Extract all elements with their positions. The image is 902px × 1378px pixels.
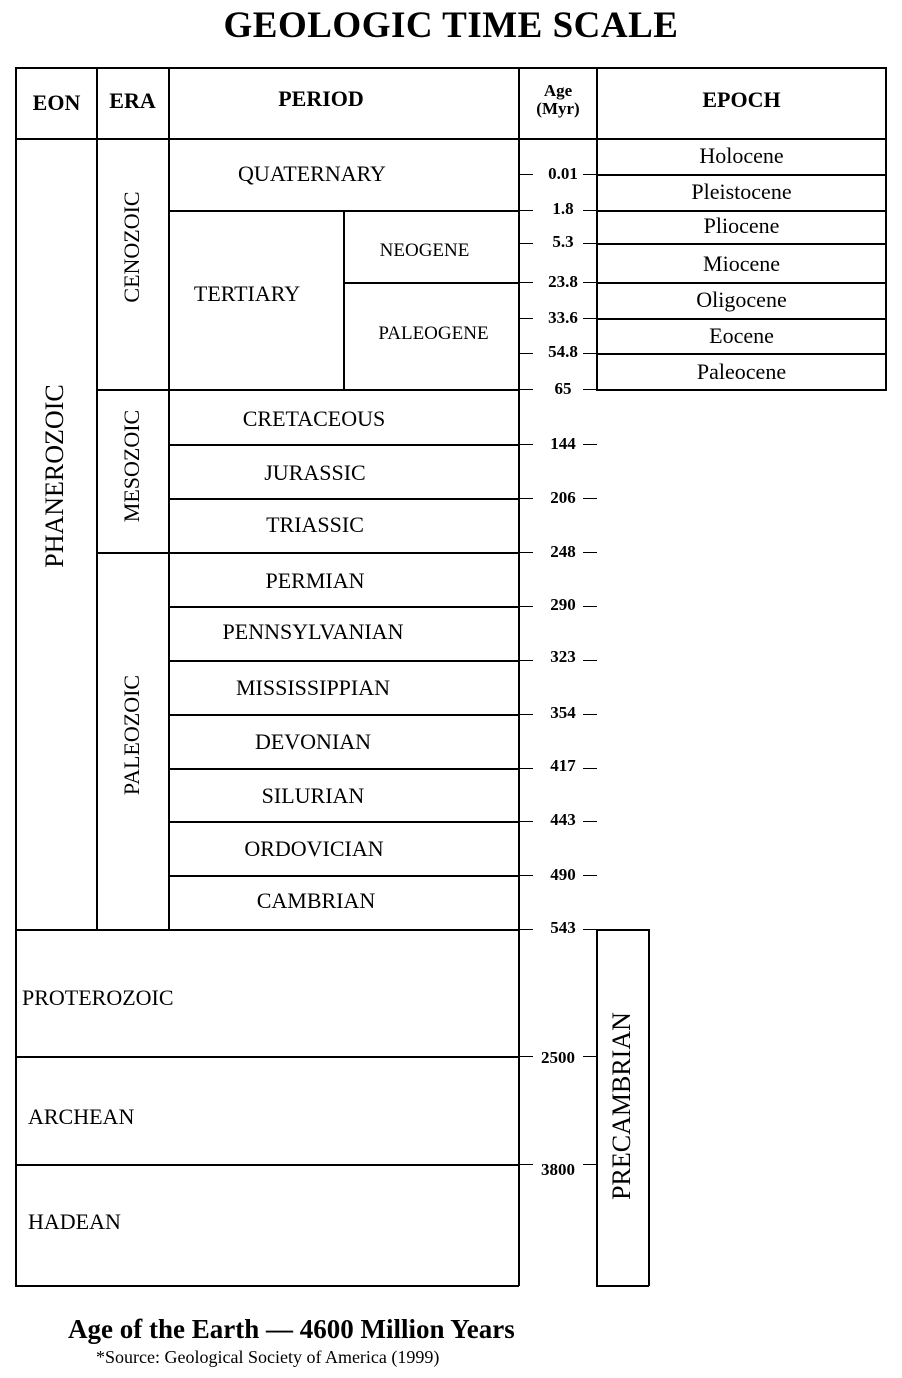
eon-archean: ARCHEAN [28,1104,135,1129]
age-label: 323 [550,647,576,666]
age-label: 144 [550,434,576,453]
age-label: 5.3 [552,232,574,251]
period-cretaceous: CRETACEOUS [242,406,386,431]
age-of-earth-caption: Age of the Earth — 4600 Million Years [68,1314,515,1344]
age-label: 65 [554,379,572,398]
epoch-oligocene: Oligocene [696,287,787,312]
period-pennsylvanian: PENNSYLVANIAN [222,619,404,644]
age-label: 1.8 [552,199,574,218]
epoch-eocene: Eocene [709,323,774,348]
age-label: 490 [550,865,576,884]
age-label: 443 [550,810,576,829]
period-tertiary: TERTIARY [193,281,301,306]
period-neogene: NEOGENE [379,240,470,261]
epoch-paleocene: Paleocene [696,359,787,384]
age-label: 54.8 [548,342,578,361]
header-age [519,82,597,118]
age-label: 33.6 [548,308,578,327]
age-label: 417 [550,756,576,775]
eon-precambrian: PRECAMBRIAN [607,1012,636,1200]
epoch-miocene: Miocene [703,251,780,276]
age-label: 3800 [541,1160,575,1179]
header-age-label: Age [543,81,573,100]
eon-proterozoic: PROTEROZOIC [22,985,174,1010]
era-mesozoic: MESOZOIC [119,409,144,523]
age-label: 354 [550,703,576,722]
period-paleogene: PALEOGENE [378,323,489,344]
period-triassic: TRIASSIC [266,512,364,537]
period-ordovician: ORDOVICIAN [244,836,384,861]
eon-phanerozoic: PHANEROZOIC [40,384,69,568]
period-silurian: SILURIAN [261,783,365,808]
age-label: 290 [550,595,576,614]
period-cambrian: CAMBRIAN [256,888,376,913]
age-label: 2500 [541,1048,575,1067]
epoch-pleistocene: Pleistocene [691,179,792,204]
age-label: 543 [550,918,576,937]
epoch-pliocene: Pliocene [703,213,780,238]
age-label: 23.8 [548,272,578,291]
header-era: ERA [109,88,156,113]
header-eon: EON [32,90,81,115]
header-period: PERIOD [278,86,364,111]
epoch-holocene: Holocene [699,143,784,168]
period-permian: PERMIAN [265,568,365,593]
period-mississippian: MISSISSIPPIAN [235,675,391,700]
page-title: GEOLOGIC TIME SCALE [223,5,679,46]
era-paleozoic: PALEOZOIC [119,674,144,796]
era-cenozoic: CENOZOIC [119,191,144,303]
eon-hadean: HADEAN [28,1209,121,1234]
period-jurassic: JURASSIC [264,460,366,485]
header-age-unit: (Myr) [536,99,580,118]
age-label: 206 [550,488,576,507]
age-label: 0.01 [548,164,578,183]
period-quaternary: QUATERNARY [238,161,386,186]
age-label: 248 [550,542,576,561]
header-epoch: EPOCH [702,87,781,112]
period-devonian: DEVONIAN [254,729,372,754]
source-citation: *Source: Geological Society of America (1999) [96,1347,440,1367]
